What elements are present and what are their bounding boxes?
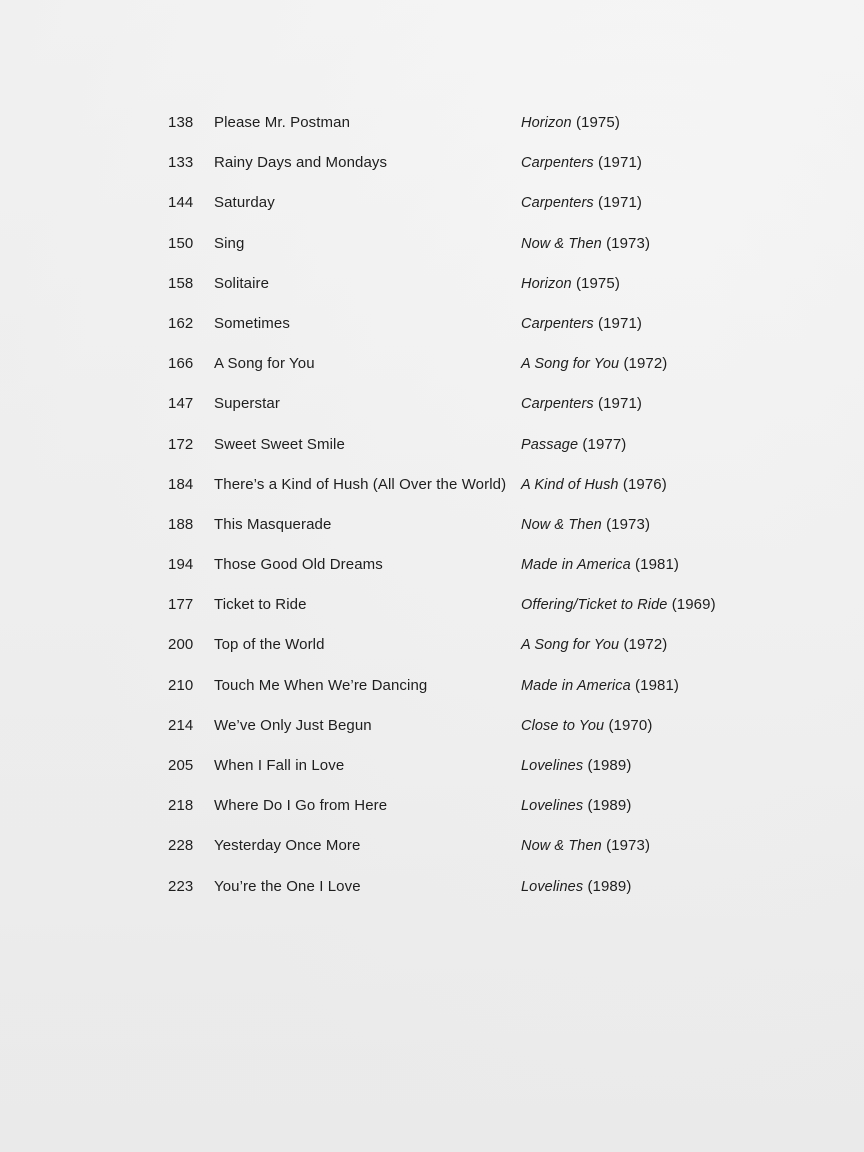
song-table-of-contents: [168, 114, 828, 918]
album-info: [521, 315, 642, 332]
album-info: [521, 436, 626, 453]
album-title: Close to You: [521, 717, 605, 734]
album-year: (1971): [598, 395, 642, 413]
toc-row: [168, 797, 828, 837]
album-title: Lovelines: [521, 798, 584, 815]
toc-row: [168, 355, 828, 395]
song-title: This Masquerade: [214, 515, 332, 533]
album-year: (1981): [635, 676, 680, 694]
album-title: Now & Then: [521, 235, 602, 252]
song-title: Top of the World: [214, 636, 325, 654]
song-title: Sometimes: [214, 314, 290, 332]
album-info: [521, 275, 620, 292]
toc-row: [168, 837, 828, 877]
album-info: [521, 797, 631, 814]
album-title: Made in America: [521, 677, 631, 694]
album-year: (1977): [582, 435, 627, 453]
page-number: 194: [168, 556, 194, 574]
song-title: You’re the One I Love: [214, 877, 361, 895]
toc-row: [168, 395, 828, 435]
song-title: Saturday: [214, 194, 275, 212]
song-title: Superstar: [214, 395, 280, 413]
page-number: 223: [168, 877, 194, 895]
toc-row: [168, 235, 828, 275]
page-number: 188: [168, 515, 194, 533]
album-title: Now & Then: [521, 838, 602, 855]
album-year: (1989): [587, 757, 632, 774]
album-year: (1970): [608, 716, 653, 734]
album-year: (1975): [575, 114, 620, 131]
album-title: A Kind of Hush: [521, 476, 619, 493]
song-title: Sweet Sweet Smile: [214, 435, 345, 453]
album-info: [521, 194, 642, 211]
album-year: (1989): [587, 877, 632, 895]
album-info: [521, 235, 650, 252]
page-number: 162: [168, 314, 194, 332]
page-number: 144: [168, 194, 194, 212]
page-number: 214: [168, 716, 194, 734]
toc-row: [168, 636, 828, 676]
album-info: [521, 154, 642, 171]
toc-row: [168, 275, 828, 315]
toc-row: [168, 114, 828, 154]
album-title: Lovelines: [521, 878, 584, 895]
toc-row: [168, 556, 828, 596]
page-number: 210: [168, 676, 194, 694]
page-number: 147: [168, 395, 194, 413]
page-number: 218: [168, 797, 194, 815]
album-title: Offering/Ticket to Ride: [521, 597, 668, 614]
album-info: [521, 355, 667, 372]
album-title: Passage: [521, 436, 579, 453]
album-title: Now & Then: [521, 516, 602, 533]
album-info: [521, 476, 667, 493]
page-number: 200: [168, 636, 194, 654]
album-year: (1973): [606, 234, 651, 252]
song-title: Touch Me When We’re Dancing: [214, 676, 428, 694]
album-year: (1971): [598, 194, 642, 212]
album-title: Carpenters: [521, 396, 594, 413]
album-year: (1973): [606, 515, 651, 533]
song-title: When I Fall in Love: [214, 757, 345, 774]
album-title: Carpenters: [521, 315, 594, 332]
song-title: We’ve Only Just Begun: [214, 716, 372, 734]
page-number: 177: [168, 596, 194, 614]
song-title: There’s a Kind of Hush (All Over the World): [214, 475, 507, 493]
toc-row: [168, 315, 828, 355]
album-info: [521, 395, 642, 412]
album-info: [521, 837, 650, 854]
album-info: [521, 677, 679, 694]
page-number: 133: [168, 154, 194, 172]
toc-row: [168, 436, 828, 476]
song-title: Rainy Days and Mondays: [214, 154, 388, 172]
album-info: [521, 114, 620, 131]
album-info: [521, 878, 631, 895]
album-year: (1972): [623, 636, 668, 654]
toc-row: [168, 476, 828, 516]
toc-row: [168, 717, 828, 757]
page-number: 228: [168, 837, 194, 855]
page-number: 158: [168, 274, 194, 292]
song-title: Please Mr. Postman: [214, 114, 351, 131]
toc-row: [168, 194, 828, 234]
album-year: (1971): [598, 314, 642, 332]
song-title: Sing: [214, 234, 245, 252]
album-title: Made in America: [521, 557, 631, 574]
song-title: Ticket to Ride: [214, 596, 307, 614]
album-title: A Song for You: [521, 637, 620, 654]
song-title: Where Do I Go from Here: [214, 797, 388, 815]
album-year: (1981): [635, 556, 680, 574]
album-info: [521, 757, 631, 774]
toc-row: [168, 516, 828, 556]
album-info: [521, 636, 667, 653]
album-year: (1976): [622, 475, 667, 493]
album-year: (1969): [671, 596, 716, 614]
album-title: A Song for You: [521, 356, 620, 373]
song-title: Yesterday Once More: [214, 837, 361, 855]
album-info: [521, 556, 679, 573]
album-title: Carpenters: [521, 195, 594, 212]
page-number: 172: [168, 435, 194, 453]
toc-row: [168, 596, 828, 636]
song-title: Those Good Old Dreams: [214, 556, 383, 574]
album-title: Carpenters: [521, 155, 594, 172]
toc-row: [168, 154, 828, 194]
page-number: 138: [168, 114, 194, 131]
album-info: [521, 717, 652, 734]
toc-row: [168, 878, 828, 918]
album-info: [521, 596, 716, 613]
album-year: (1971): [598, 154, 642, 172]
toc-row: [168, 677, 828, 717]
album-title: Horizon: [521, 275, 572, 292]
album-title: Horizon: [521, 115, 572, 131]
album-title: Lovelines: [521, 758, 584, 774]
page-number: 166: [168, 355, 194, 373]
toc-row: [168, 757, 828, 797]
song-title: Solitaire: [214, 274, 270, 292]
page-number: 184: [168, 475, 194, 493]
album-year: (1973): [606, 837, 651, 855]
album-year: (1972): [623, 355, 668, 373]
song-title: A Song for You: [214, 355, 315, 373]
page-number: 150: [168, 234, 194, 252]
album-year: (1975): [575, 274, 620, 292]
album-info: [521, 516, 650, 533]
page-number: 205: [168, 757, 194, 774]
album-year: (1989): [587, 797, 632, 815]
